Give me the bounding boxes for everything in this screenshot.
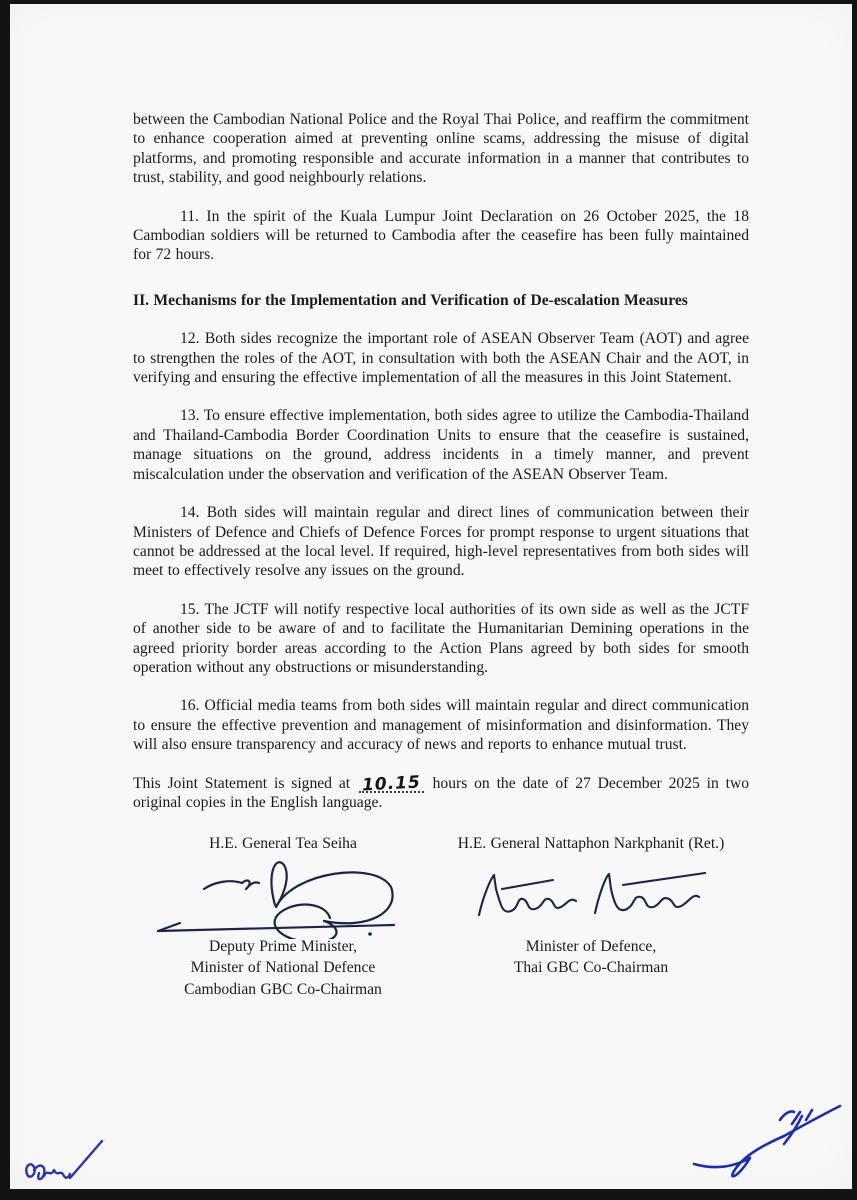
- signature-block-cambodia: [133, 834, 433, 1000]
- handwritten-time: 10.15: [361, 772, 422, 796]
- signature-section: [133, 834, 749, 1000]
- bottom-left-initials-icon: [18, 1134, 120, 1193]
- signatory-titles-left: [133, 936, 433, 1001]
- signatory-titles-right: [433, 936, 749, 979]
- paragraph-15: 15. The JCTF will notify respective local authorities of its own side as well as the JCTF of another side to be aware of and to facilitate the Humanitarian Demining operations in the agreed priority border areas according to the Action Plans agreed by both sides for smooth operation without any obstructions or misunderstanding.: [133, 600, 749, 676]
- title-line: Thai GBC Co-Chairman: [513, 959, 669, 977]
- closing-statement: [133, 774, 749, 813]
- paragraph-continuation: between the Cambodian National Police and the Royal Thai Police, and reaffirm the commitment to enhance cooperation aimed at preventing online scams, addressing the misuse of digital platforms, and promoting responsible and accurate information in a manner that contributes to trust, stability, and good neighbourly relations.: [133, 111, 749, 187]
- title-line: Deputy Prime Minister,: [208, 937, 358, 955]
- closing-text-before: This Joint Statement is signed at: [133, 774, 351, 792]
- paragraph-14: 14. Both sides will maintain regular and direct lines of communication between their Ministers of Defence and Chiefs of Defence Forces for prompt response to urgent situations that cannot be addressed at the local level. If required, high-level representatives from both sides will meet to effectively resolve any issues on the ground.: [133, 504, 749, 580]
- paragraph-11: 11. In the spirit of the Kuala Lumpur Joint Declaration on 26 October 2025, the 18 Cambodian soldiers will be returned to Cambodia after the ceasefire has been fully maintained for 72 hours.: [133, 207, 749, 264]
- paragraph-12: 12. Both sides recognize the important role of ASEAN Observer Team (AOT) and agree to strengthen the roles of the AOT, in consultation with both the ASEAN Chair and the AOT, in verifying and ensuring the effective implementation of all the measures in this Joint Statement.: [133, 330, 749, 387]
- signature-block-thailand: [433, 834, 749, 1000]
- signatory-name-right: H.E. General Nattaphon Narkphanit (Ret.): [457, 835, 725, 853]
- document-page: [10, 4, 852, 1189]
- handwritten-time-field: [359, 772, 424, 796]
- signatory-name-left: H.E. General Tea Seiha: [209, 835, 357, 853]
- section-heading-ii: II. Mechanisms for the Implementation and Verification of De-escalation Measures: [133, 291, 688, 309]
- document-body: [133, 110, 749, 1000]
- closing-text-after: hours on the date of 27 December 2025 in two original copies in the English language.: [133, 774, 750, 811]
- nattaphon-signature-icon: [433, 854, 749, 936]
- bottom-right-initials-icon: [688, 1086, 846, 1193]
- title-line: Minister of National Defence: [190, 959, 376, 977]
- title-line: Cambodian GBC Co-Chairman: [184, 980, 382, 998]
- title-line: Minister of Defence,: [525, 937, 657, 955]
- paragraph-16: 16. Official media teams from both sides will maintain regular and direct communication to ensure the effective prevention and management of misinformation and disinformation. They will also ensure transparency and accuracy of news and reports to enhance mutual trust.: [133, 697, 749, 754]
- paragraph-13: 13. To ensure effective implementation, both sides agree to utilize the Cambodia-Thailand and Thailand-Cambodia Border Coordination Units to ensure that the ceasefire is sustained, manage situations on the ground, address incidents in a timely manner, and prevent miscalculation under the observation and verification of the ASEAN Observer Team.: [133, 407, 749, 483]
- tea-seiha-signature-icon: [133, 854, 433, 936]
